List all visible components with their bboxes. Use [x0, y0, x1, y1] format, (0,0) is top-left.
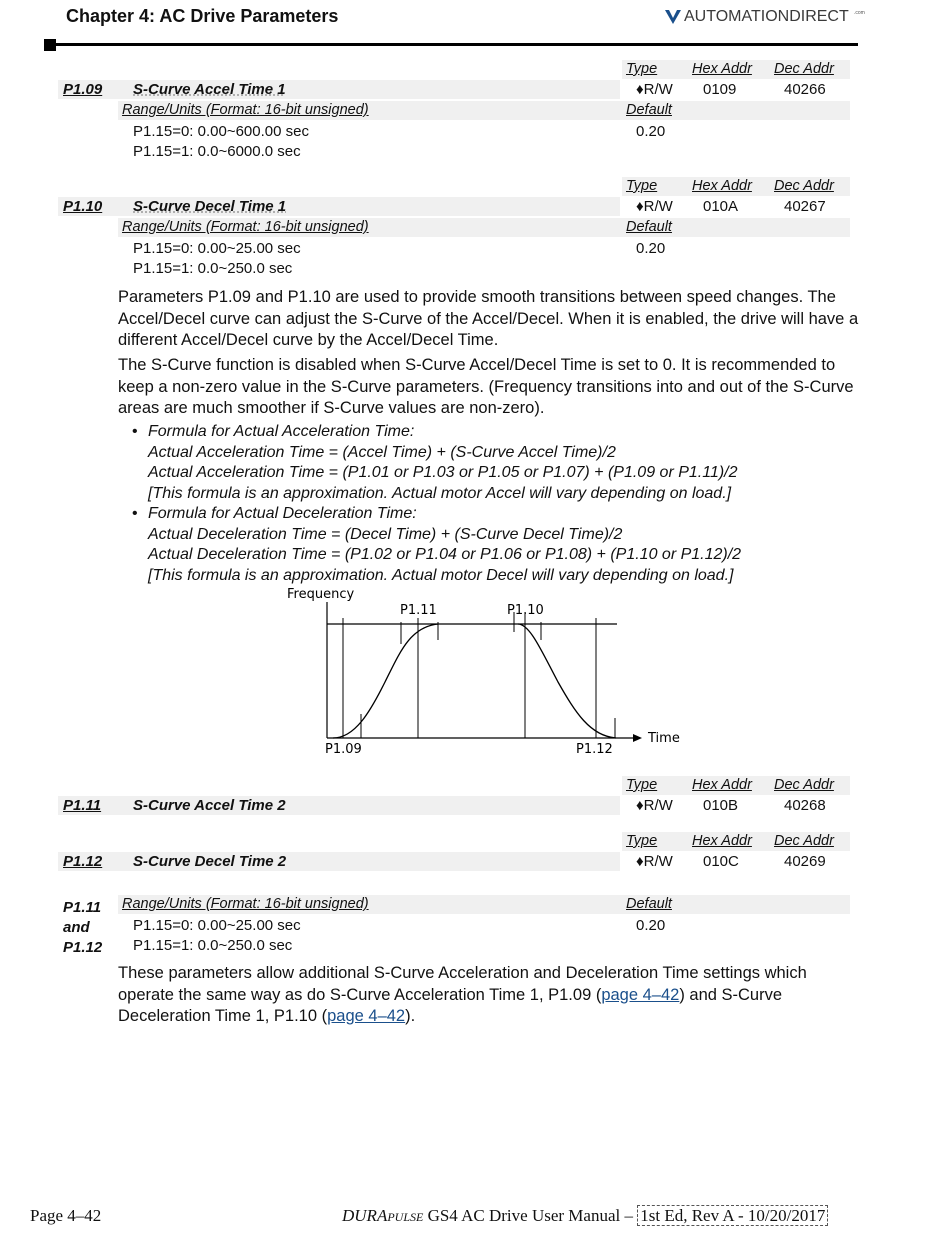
page-link[interactable]: page 4–42 [601, 985, 680, 1004]
page-number: Page 4–42 [30, 1206, 102, 1225]
brand-name: DURA [342, 1206, 388, 1225]
param-dec: 40266 [784, 81, 826, 98]
combined-label-line: and [63, 919, 90, 936]
logo-check-icon [664, 8, 682, 26]
bullet-dot: • [132, 505, 138, 522]
decel-s-curve [518, 624, 616, 738]
param-id: P1.11 [63, 797, 102, 814]
frequency-axis-label: Frequency [287, 587, 355, 602]
param-id: P1.12 [63, 853, 103, 870]
type-header: Type [626, 61, 658, 77]
bullet-dot: • [132, 423, 138, 440]
label-p1-09: P1.09 [325, 742, 362, 757]
param-name: S-Curve Decel Time 2 [133, 853, 287, 870]
param-name: S-Curve Accel Time 1 [133, 81, 286, 98]
param-type: ♦R/W [636, 797, 673, 814]
default-value: 0.20 [636, 123, 666, 140]
description-paragraph: Parameters P1.09 and P1.10 are used to provide smooth transitions between speed changes. The Accel/Decel curve can adjust the S-Curve of the Accel/Decel. When it is enabled, the drive will have a different Accel/Decel curve by the Accel/Decel Time. [118, 288, 859, 349]
range-line: P1.15=1: 0.0~250.0 sec [133, 937, 293, 954]
param-hex: 010C [703, 853, 739, 870]
param-id: P1.10 [63, 198, 103, 215]
combined-label-line: P1.12 [63, 939, 103, 956]
paragraph-text: These parameters allow additional S-Curve Acceleration and Deceleration Time settings which operate the same way as do S-Curve Acceleration Time 1, P1.09 ( [118, 964, 807, 1004]
param-dec: 40267 [784, 198, 826, 215]
param-hex: 010A [703, 198, 739, 215]
dec-header: Dec Addr [774, 777, 834, 793]
dec-header: Dec Addr [774, 61, 834, 77]
formula-line: [This formula is an approximation. Actual motor Decel will vary depending on load.] [148, 566, 734, 584]
param-hex: 0109 [703, 81, 737, 98]
brand-name-small: PULSE [387, 1210, 424, 1224]
label-p1-12: P1.12 [576, 742, 613, 757]
formula-line: [This formula is an approximation. Actual motor Accel will vary depending on load.] [148, 484, 732, 502]
hex-header: Hex Addr [692, 833, 752, 849]
type-header: Type [626, 833, 658, 849]
edition-info: 1st Ed, Rev A - 10/20/2017 [637, 1205, 828, 1226]
default-header: Default [626, 102, 672, 118]
description-paragraph: The S-Curve function is disabled when S-Curve Accel/Decel Time is set to 0. It is recommended to keep a non-zero value in the S-Curve parameters. (Frequency transitions into and out of the S-Curve areas are much smoother if S-Curve values are non-zero). [118, 356, 854, 417]
logo-suffix: .com [854, 10, 865, 16]
s-curve-diagram [280, 582, 700, 762]
formula-line: Formula for Actual Acceleration Time: [148, 423, 415, 440]
formula-line: Actual Acceleration Time = (P1.01 or P1.03 or P1.05 or P1.07) + (P1.09 or P1.11)/2 [148, 464, 738, 481]
range-header: Range/Units (Format: 16-bit unsigned) [122, 102, 369, 118]
param-type: ♦R/W [636, 81, 673, 98]
param-id: P1.09 [63, 81, 103, 98]
default-value: 0.20 [636, 917, 666, 934]
hex-header: Hex Addr [692, 178, 752, 194]
formula-line: Formula for Actual Deceleration Time: [148, 505, 417, 522]
combined-label-line: P1.11 [63, 899, 102, 916]
hex-header: Hex Addr [692, 777, 752, 793]
formula-line: Actual Deceleration Time = (Decel Time) + (S-Curve Decel Time)/2 [148, 525, 623, 543]
hex-header: Hex Addr [692, 61, 752, 77]
param-name: S-Curve Accel Time 2 [133, 797, 286, 814]
range-line: P1.15=0: 0.00~25.00 sec [133, 240, 301, 257]
time-axis-label: Time [648, 731, 680, 746]
automationdirect-logo[interactable] [664, 6, 864, 28]
dec-header: Dec Addr [774, 178, 834, 194]
label-p1-11: P1.11 [400, 603, 437, 618]
range-line: P1.15=1: 0.0~250.0 sec [133, 260, 293, 277]
default-value: 0.20 [636, 240, 666, 257]
chapter-title: Chapter 4: AC Drive Parameters [66, 6, 339, 26]
param-type: ♦R/W [636, 853, 673, 870]
param-dec: 40269 [784, 853, 826, 870]
param-hex: 010B [703, 797, 739, 814]
param-type: ♦R/W [636, 198, 673, 215]
paragraph-text: ). [405, 1007, 416, 1025]
range-line: P1.15=0: 0.00~25.00 sec [133, 917, 301, 934]
page-link[interactable]: page 4–42 [327, 1007, 406, 1025]
default-header: Default [626, 219, 672, 235]
default-header: Default [626, 896, 672, 912]
param-name: S-Curve Decel Time 1 [133, 198, 287, 215]
range-header: Range/Units (Format: 16-bit unsigned) [122, 896, 369, 912]
combined-param-label [63, 898, 102, 958]
formula-line: Actual Acceleration Time = (Accel Time) + (S-Curve Accel Time)/2 [148, 443, 616, 461]
label-p1-10: P1.10 [507, 603, 544, 618]
type-header: Type [626, 777, 658, 793]
manual-title [342, 1206, 828, 1226]
param-dec: 40268 [784, 797, 826, 814]
range-line: P1.15=1: 0.0~6000.0 sec [133, 143, 301, 160]
header-rule [44, 43, 858, 46]
x-axis-arrow-icon [633, 734, 642, 742]
description-paragraph [118, 963, 863, 1028]
range-header: Range/Units (Format: 16-bit unsigned) [122, 219, 369, 235]
formula-line: Actual Deceleration Time = (P1.02 or P1.04 or P1.06 or P1.08) + (P1.10 or P1.12)/2 [148, 546, 742, 563]
range-line: P1.15=0: 0.00~600.00 sec [133, 123, 309, 140]
paragraph-text: ) and S-Curve Deceleration Time 1, P1.10 ( [118, 985, 783, 1025]
logo-text: AUTOMATIONDIRECT [684, 8, 849, 25]
type-header: Type [626, 178, 658, 194]
dec-header: Dec Addr [774, 833, 834, 849]
manual-name: GS4 AC Drive User Manual – [423, 1206, 638, 1225]
accel-s-curve [333, 624, 438, 738]
